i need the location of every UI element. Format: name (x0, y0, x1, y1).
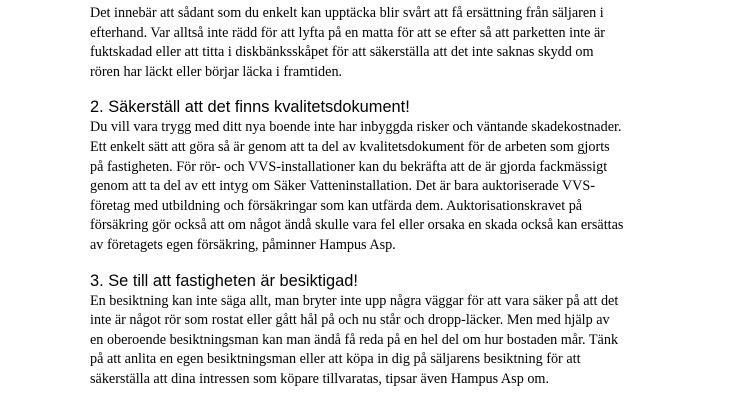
section-2-line: Du vill vara trygg med ditt nya boende inte har inbyggda risker och väntande skadekostnader. (90, 119, 622, 136)
section-2-line: av företagets egen försäkring, påminner Hampus Asp. (90, 236, 396, 253)
intro-line: efterhand. Var alltså inte rädd för att lyfta på en matta för att se efter så att parketten inte är (90, 24, 605, 41)
section-3-line: En besiktning kan inte säga allt, man bryter inte upp några väggar för att vara säker på att det (90, 292, 619, 309)
section-3-line: inte är något rör som rostat eller gått hål på och nu står och dropp-läcker. Men med hjälp av (90, 312, 610, 329)
section-3-line: en oberoende besiktningsman kan man ändå få reda på en hel del om hur bostaden mår. Tänk (90, 331, 619, 348)
section-2-line: företag med utbildning och försäkringar som kan utfärda dem. Auktorisationskravet på (90, 197, 583, 214)
section-3-heading: 3. Se till att fastigheten är besiktigad! (90, 271, 358, 290)
section-2-line: genom att ta del av ett intyg om Säker Vatteninstallation. Det är bara auktoriserade VVS- (90, 178, 595, 195)
intro-line: fuktskadad eller att titta i diskbänksskåpet för att säkerställa att det inte saknas skydd om (90, 44, 594, 61)
intro-line: Det innebär att sådant som du enkelt kan upptäcka blir svårt att få ersättning från säljaren i (90, 5, 604, 21)
section-2-line: Ett enkelt sätt att göra så är genom att ta del av kvalitetsdokument för de arbeten som gjorts (90, 138, 610, 155)
document-page (90, 4, 690, 390)
intro-paragraph (90, 4, 690, 82)
section-2-paragraph (90, 118, 690, 255)
section-2-heading: 2. Säkerställ att det finns kvalitetsdokument! (90, 98, 410, 117)
section-3-line: på att anlita en egen besiktningsman eller att köpa in dig på säljarens besiktning för att (90, 351, 581, 368)
section-3-paragraph (90, 292, 690, 390)
section-3-line: säkerställa att dina intressen som köpare tillvaratas, tipsar även Hampus Asp om. (90, 370, 550, 387)
section-2-line: försäkring gör också att om något ändå skulle vara fel eller orsaka en skada också kan ersättas (90, 217, 624, 234)
section-2-line: på fastigheten. För rör- och VVS-installationer kan du bekräfta att de är gjorda fackmässigt (90, 158, 608, 175)
intro-line: rören har läckt eller börjar läcka i framtiden. (90, 63, 343, 80)
